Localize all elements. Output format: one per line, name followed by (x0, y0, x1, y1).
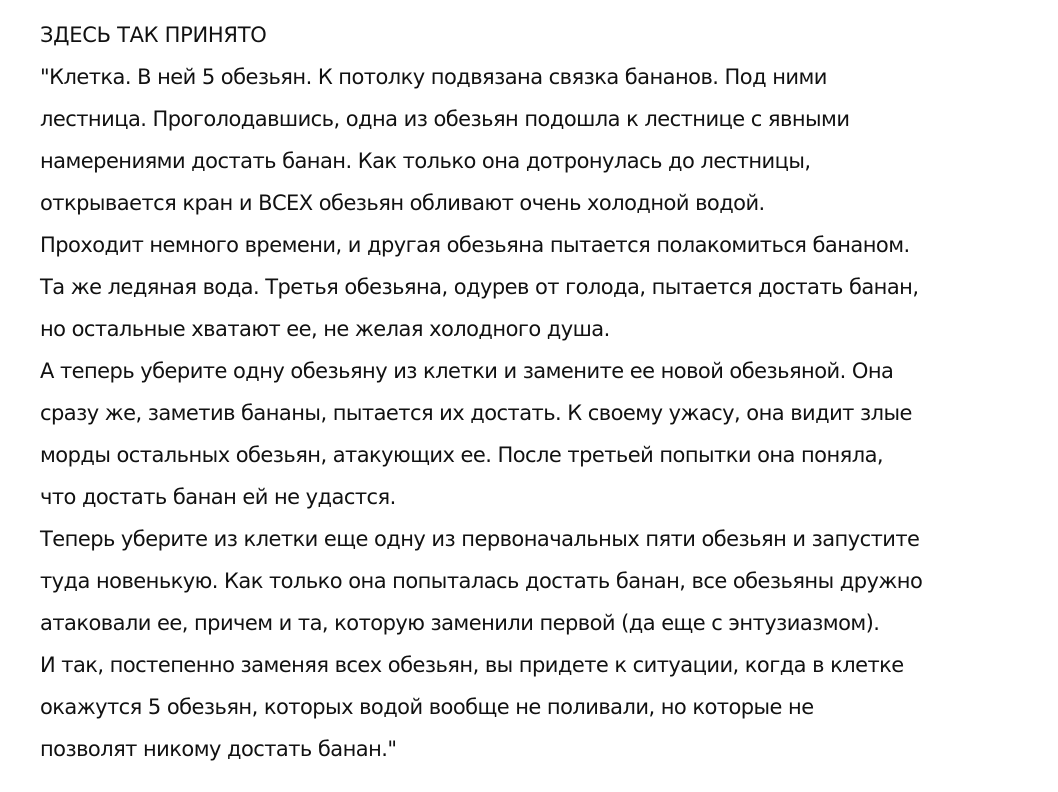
text-line: "Клетка. В ней 5 обезьян. К потолку подвязана связка бананов. Под ними (40, 65, 827, 89)
text-line: атаковали ее, причем и та, которую заменили первой (да еще с энтузиазмом). (40, 611, 880, 635)
text-line: Проходит немного времени, и другая обезьяна пытается полакомиться бананом. (40, 233, 910, 257)
document-body (40, 14, 1040, 770)
text-line: сразу же, заметив бананы, пытается их достать. К своему ужасу, она видит злые (40, 401, 912, 425)
text-line: лестница. Проголодавшись, одна из обезьян подошла к лестнице с явными (40, 107, 850, 131)
text-line: что достать банан ей не удастся. (40, 485, 396, 509)
text-line: Теперь уберите из клетки еще одну из первоначальных пяти обезьян и запустите (40, 527, 920, 551)
text-line: намерениями достать банан. Как только она дотронулась до лестницы, (40, 149, 811, 173)
text-line: А теперь уберите одну обезьяну из клетки и замените ее новой обезьяной. Она (40, 359, 894, 383)
document-title: ЗДЕСЬ ТАК ПРИНЯТО (40, 23, 267, 47)
text-line: позволят никому достать банан." (40, 737, 397, 761)
text-line: Та же ледяная вода. Третья обезьяна, одурев от голода, пытается достать банан, (40, 275, 919, 299)
text-line: окажутся 5 обезьян, которых водой вообще не поливали, но которые не (40, 695, 814, 719)
text-line: открывается кран и ВСЕХ обезьян обливают очень холодной водой. (40, 191, 765, 215)
text-line: И так, постепенно заменяя всех обезьян, вы придете к ситуации, когда в клетке (40, 653, 904, 677)
text-line: туда новенькую. Как только она попыталась достать банан, все обезьяны дружно (40, 569, 923, 593)
text-line: морды остальных обезьян, атакующих ее. После третьей попытки она поняла, (40, 443, 884, 467)
text-line: но остальные хватают ее, не желая холодного душа. (40, 317, 610, 341)
